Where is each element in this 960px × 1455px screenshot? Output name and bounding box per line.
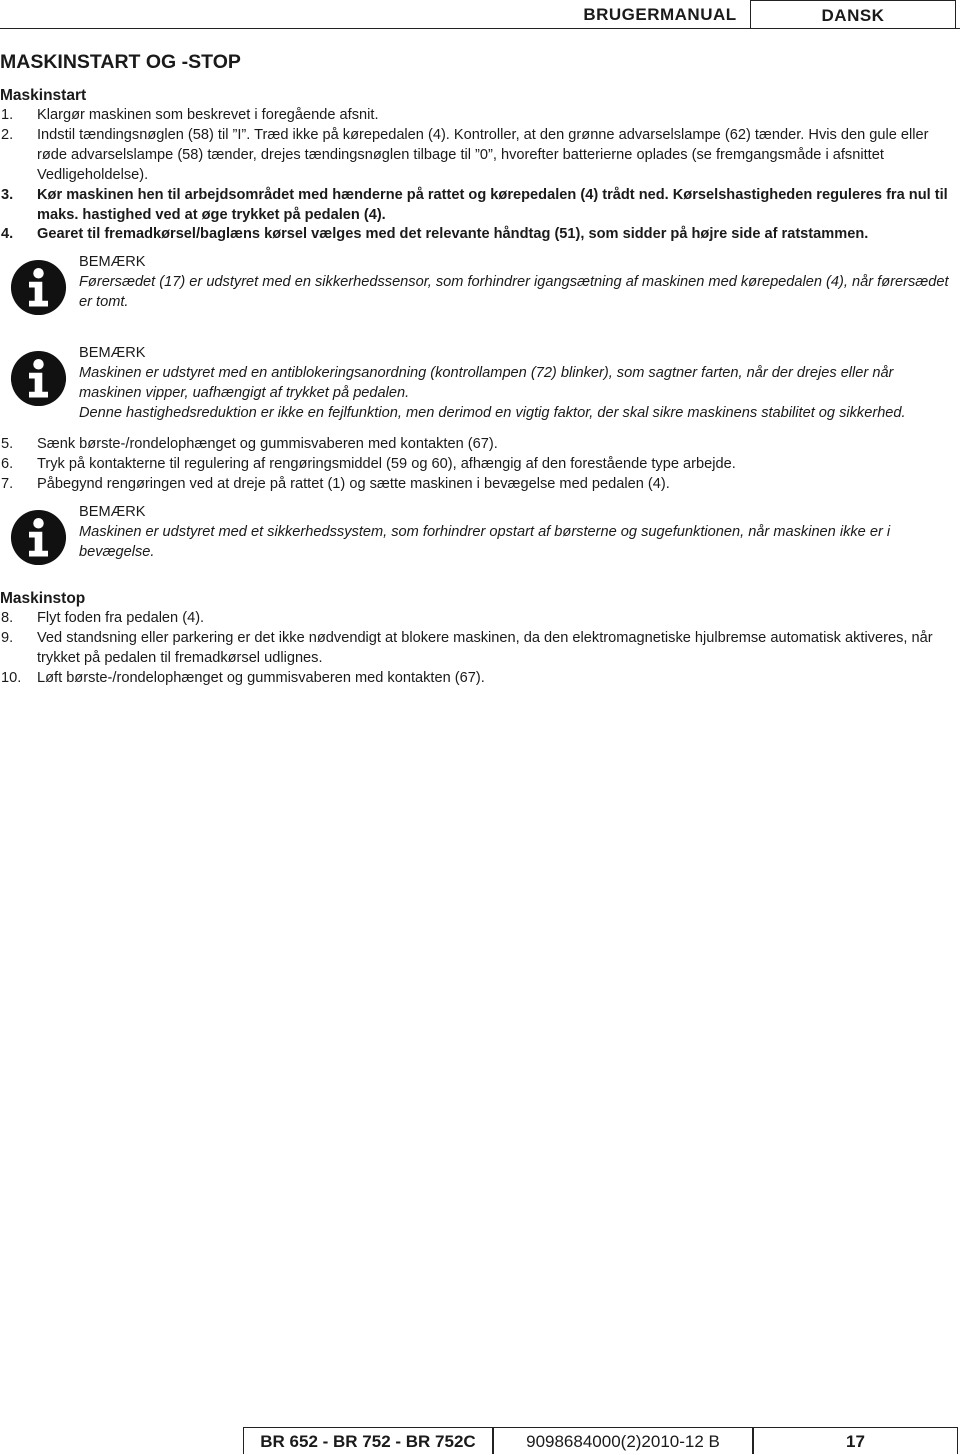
footer-page-number: 17 — [753, 1427, 958, 1454]
header-rule — [0, 28, 960, 29]
note-label: BEMÆRK — [79, 345, 146, 362]
step-number: 4. — [1, 226, 14, 243]
step-number: 7. — [1, 475, 14, 492]
step-text: Tryk på kontakterne til regulering af rengøringsmiddel (59 og 60), afhængig af den forestående type arbejde. — [37, 455, 736, 472]
step-number: 1. — [1, 107, 14, 123]
step-text: Ved standsning eller parkering er det ikke nødvendigt at blokere maskinen, da den elektromagnetiske hjulbremse automatisk aktiveres, når trykket på pedalen til fremadkørsel udlignes. — [37, 630, 933, 666]
info-icon — [10, 509, 67, 566]
page-footer — [0, 1427, 960, 1454]
note-text: Førersædet (17) er udstyret med en sikkerhedssensor, som forhindrer igangsætning af maskinen med kørepedalen (4), når førersædet er tomt. — [79, 274, 949, 311]
note-safety-system — [0, 503, 950, 563]
note-antiblock — [0, 344, 950, 424]
step-text: Indstil tændingsnøglen (58) til ”I”. Træd ikke på kørepedalen (4). Kontroller, at den grønne advarselslampe (62) tænder. Hvis den gule eller røde advarselslampe (58) tænder, drejes tændingsnøglen tilbage til ”0”, hvorefter batterierne oplades (se fremgangsmåde i afsnittet Vedligeholdelse). — [37, 126, 929, 183]
step-1 — [0, 106, 950, 126]
step-text: Kør maskinen hen til arbejdsområdet med hænderne på rattet og kørepedalen (4) trådt ned. Kørselshastigheden reguleres fra nul til maks. hastighed ved at øge trykket på pedalen (4). — [37, 186, 948, 223]
note-seat-sensor — [0, 253, 950, 313]
step-text: Løft børste-/rondelophænget og gummisvaberen med kontakten (67). — [37, 669, 485, 686]
step-number: 5. — [1, 435, 14, 452]
note-text: Denne hastighedsreduktion er ikke en fejlfunktion, men derimod en vigtig faktor, der skal sikre maskinens stabilitet og sikkerhed. — [79, 404, 906, 421]
info-icon — [10, 350, 67, 407]
step-number: 6. — [1, 455, 14, 472]
step-text: Påbegynd rengøringen ved at dreje på rattet (1) og sætte maskinen i bevægelse med pedalen (4). — [37, 475, 670, 492]
manual-label: BRUGERMANUAL — [583, 5, 737, 24]
page-header — [0, 0, 960, 32]
step-number: 10. — [1, 669, 22, 686]
step-text: Klargør maskinen som beskrevet i foregående afsnit. — [37, 107, 379, 123]
start-heading: Maskinstart — [0, 87, 87, 104]
main-content — [0, 50, 950, 689]
step-6 — [0, 455, 950, 475]
info-icon — [10, 259, 67, 316]
footer-doc-code: 9098684000(2)2010-12 B — [493, 1427, 753, 1454]
step-9 — [0, 629, 950, 669]
section-title: MASKINSTART OG -STOP — [0, 51, 241, 73]
step-8 — [0, 609, 950, 629]
step-10 — [0, 669, 950, 689]
step-3 — [0, 186, 950, 226]
note-text: Maskinen er udstyret med et sikkerhedssystem, som forhindrer opstart af børsterne og sugefunktionen, når maskinen ikke er i bevægelse. — [79, 524, 891, 561]
step-5 — [0, 435, 950, 455]
step-text: Sænk børste-/rondelophænget og gummisvaberen med kontakten (67). — [37, 435, 498, 452]
step-number: 3. — [1, 186, 14, 203]
step-number: 8. — [1, 610, 14, 627]
language-label: DANSK — [750, 0, 956, 28]
note-label: BEMÆRK — [79, 504, 146, 521]
stop-heading: Maskinstop — [0, 590, 86, 608]
step-7 — [0, 475, 950, 495]
step-text: Flyt foden fra pedalen (4). — [37, 610, 205, 627]
step-text: Gearet til fremadkørsel/baglæns kørsel vælges med det relevante håndtag (51), som sidder på højre side af ratstammen. — [37, 226, 869, 243]
step-4 — [0, 225, 950, 245]
step-number: 2. — [1, 126, 14, 143]
step-2 — [0, 126, 950, 186]
footer-model: BR 652 - BR 752 - BR 752C — [243, 1427, 493, 1454]
note-text: Maskinen er udstyret med en antiblokeringsanordning (kontrollampen (72) blinker), som sagtner farten, når der drejes eller når maskinen vipper, uafhængigt af trykket på pedalen. — [79, 364, 894, 401]
step-number: 9. — [1, 630, 14, 647]
note-label: BEMÆRK — [79, 254, 146, 271]
